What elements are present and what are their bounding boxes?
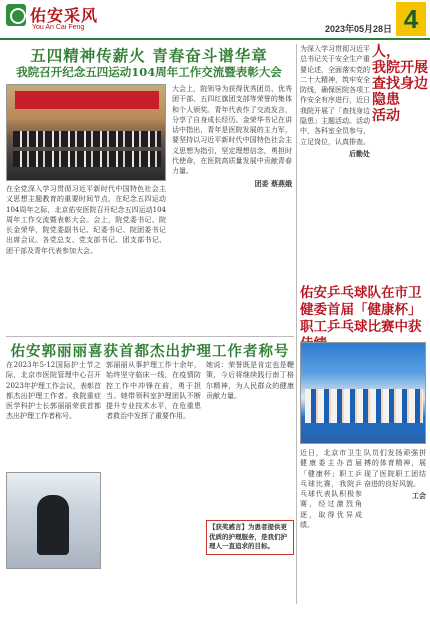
article2-title: 人， 我院开展 查找身边 隐患 活动 [372, 44, 428, 124]
issue-date: 2023年05月28日 [325, 24, 393, 34]
article1-body [172, 84, 292, 189]
article1-title: 五四精神传薪火 青春奋斗谱华章 [30, 46, 268, 65]
article3-title: 佑安郭丽丽喜获首都杰出护理工作者称号 [10, 343, 290, 360]
brand-pinyin: You An Cai Feng [32, 24, 85, 31]
logo-icon [6, 4, 26, 26]
page-number: 4 [396, 2, 426, 36]
photo-banner [15, 91, 159, 109]
nurse-portrait [6, 472, 101, 569]
column-divider [296, 44, 297, 604]
article1-body-text: 大会上，院领导为获得优秀团员、优秀团干部、五四红旗团支部等荣誉的集体和个人颁奖。青年代表作了交流发言，分享了自身成长经历。金荣华书记在讲话中指出，青年是医院发展的主力军，要坚持以习近平新时代中国特色社会主义思想为指引，坚定理想信念，勇担时代使命，在医院高质量发展中贡献青春力量。 [172, 85, 292, 176]
article3-body: 在2023年5·12国际护士节之际，北京市医院管理中心召开2023年护理工作会议，表彰首都杰出护理工作者。我院重症医学科护士长郭丽丽荣获首都杰出护理工作者称号。 [6, 361, 101, 421]
photo-people-row [13, 131, 161, 147]
article2-body-text: 为深入学习贯彻习近平总书记关于安全生产重要论述，全面落实党的二十大精神，筑牢安全防线，确保医院各项工作安全有序进行，近日我院开展了「查找身边隐患」主题活动。活动中，各科室全员参与，立足岗位，认真排查。 [300, 45, 370, 146]
article4-title: 佑安乒乓球队在市卫健委首届「健康杯」职工乒乓球比赛中获 [300, 285, 422, 335]
article4-body: 近日，北京市卫生健康委主办首届「健康杯」职工乒乓球比赛，我院乒乓球代表队积极参赛，经过激烈角逐，取得优异成绩。 [300, 449, 362, 530]
article3-body: 郭丽丽从事护理工作十余年，始终坚守临床一线，在疫情防控工作中冲锋在前，勇于担当。她带领科室护理团队不断提升专业技术水平，在危重患者救治中发挥了重要作用。 [106, 361, 201, 421]
article1-body: 在全党深入学习贯彻习近平新时代中国特色社会主义思想主题教育的重要时间节点，在纪念五四运动104周年之际，北京佑安医院召开纪念五四运动104周年工作交流暨表彰大会。会上，院党委书记、院长金荣华，院党委副书记、纪委书记、院团委书记出席会议。各党总支、党支部书记、团支部书记、团干部及青年代表参加大会。 [6, 185, 166, 255]
article3-body: 她说：荣誉既是肯定也是鞭策，今后将继续践行南丁格尔精神，为人民群众的健康贡献力量。 [206, 361, 294, 400]
article4-byline: 工会 [412, 491, 426, 501]
group-photo [6, 84, 166, 181]
award-quote: 【获奖感言】为患者提供更优质的护理服务，是我们护理人一直追求的目标。 [206, 520, 294, 555]
article1-subtitle: 我院召开纪念五四运动104周年工作交流暨表彰大会 [16, 65, 282, 79]
section-divider [6, 336, 294, 337]
team-photo [300, 342, 426, 444]
newspaper-brand: 佑安采风 [30, 6, 99, 25]
photo-people-row [13, 151, 161, 167]
article1-byline: 团委 蔡燕娥 [254, 178, 292, 188]
article2-body [300, 44, 370, 159]
article4-body-text: 队员们发扬顽强拼搏的体育精神，展现了医院职工团结奋进的良好风貌。 [364, 449, 426, 488]
article4-body [364, 448, 426, 501]
article2-byline: 后勤处 [349, 148, 370, 158]
photo-team-rows [305, 389, 423, 423]
portrait-figure [37, 495, 69, 555]
